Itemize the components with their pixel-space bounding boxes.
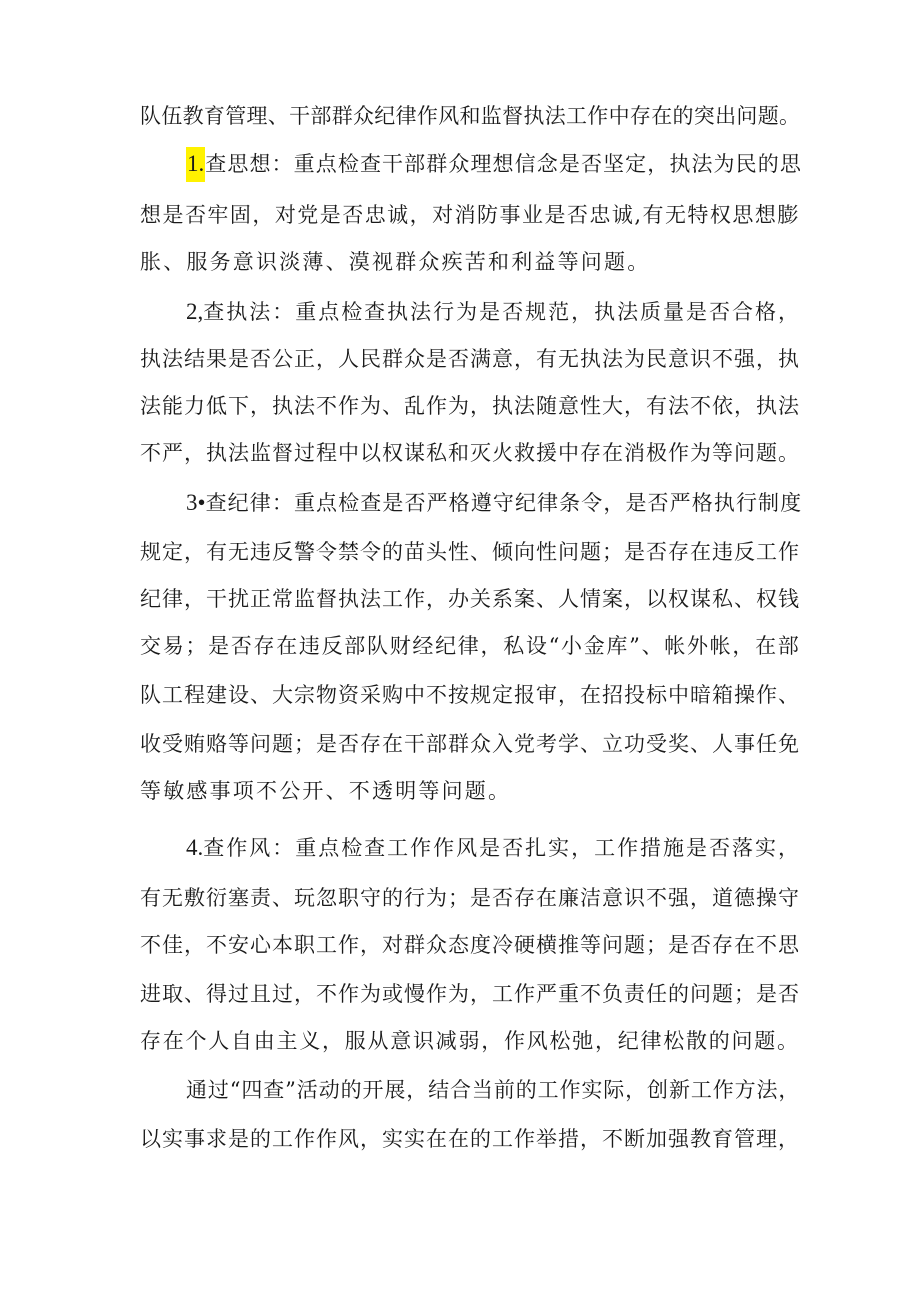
section-number: 4. bbox=[186, 835, 204, 860]
paragraph-line: 执法结果是否公正，人民群众是否满意，有无执法为民意识不强，执 bbox=[140, 347, 800, 371]
paragraph-line: 等敏感事项不公开、不透明等问题。 bbox=[140, 779, 512, 803]
section-2-heading-line bbox=[186, 296, 801, 328]
paragraph-line: 不佳，不安心本职工作，对群众态度冷硬横推等问题；是否存在不思 bbox=[140, 933, 800, 957]
paragraph-line: 有无敷衍塞责、玩忽职守的行为；是否存在廉洁意识不强，道德操守 bbox=[140, 886, 800, 910]
section-3-heading-line bbox=[186, 487, 802, 519]
paragraph-line: 法能力低下，执法不作为、乱作为，执法随意性大，有法不依，执法 bbox=[140, 394, 800, 418]
section-1-heading-line bbox=[186, 148, 802, 180]
paragraph-line: 交易；是否存在违反部队财经纪律，私设“小金库”、帐外帐，在部 bbox=[140, 634, 801, 658]
paragraph-line: 进取、得过且过，不作为或慢作为，工作严重不负责任的问题；是否 bbox=[140, 982, 800, 1006]
paragraph-line: 纪律，干扰正常监督执法工作，办关系案、人情案，以权谋私、权钱 bbox=[140, 587, 800, 611]
section-number-highlighted: 1. bbox=[186, 147, 205, 182]
paragraph-line: 想是否牢固，对党是否忠诚，对消防事业是否忠诚,有无特权思想膨 bbox=[140, 203, 800, 227]
section-number: 2, bbox=[186, 299, 204, 324]
section-2-text: 查执法：重点检查执法行为是否规范，执法质量是否合格， bbox=[203, 300, 801, 324]
paragraph-line: 队伍教育管理、干部群众纪律作风和监督执法工作中存在的突出问题。 bbox=[140, 104, 801, 128]
section-4-heading-line bbox=[186, 832, 801, 864]
paragraph-line: 规定，有无违反警令禁令的苗头性、倾向性问题；是否存在违反工作 bbox=[140, 540, 800, 564]
closing-paragraph-line: 通过“四查”活动的开展，结合当前的工作实际，创新工作方法， bbox=[186, 1078, 801, 1102]
section-1-text: 查思想：重点检查干部群众理想信念是否坚定，执法为民的思 bbox=[205, 152, 802, 176]
section-3-text: 查纪律：重点检查是否严格遵守纪律条令，是否严格执行制度 bbox=[205, 491, 803, 515]
paragraph-line: 以实事求是的工作作风，实实在在的工作举措，不断加强教育管理， bbox=[140, 1127, 800, 1151]
paragraph-line: 不严，执法监督过程中以权谋私和灭火救援中存在消极作为等问题。 bbox=[140, 441, 800, 465]
paragraph-line: 存在个人自由主义，服从意识减弱，作风松弛，纪律松散的问题。 bbox=[140, 1029, 800, 1053]
paragraph-line: 胀、服务意识淡薄、漠视群众疾苦和利益等问题。 bbox=[140, 250, 651, 274]
section-4-text: 查作风：重点检查工作作风是否扎实，工作措施是否落实， bbox=[203, 836, 801, 860]
section-number: 3• bbox=[186, 490, 206, 515]
paragraph-line: 队工程建设、大宗物资采购中不按规定报审，在招投标中暗箱操作、 bbox=[140, 683, 800, 707]
paragraph-line: 收受贿赂等问题；是否存在干部群众入党考学、立功受奖、人事任免 bbox=[140, 732, 800, 756]
